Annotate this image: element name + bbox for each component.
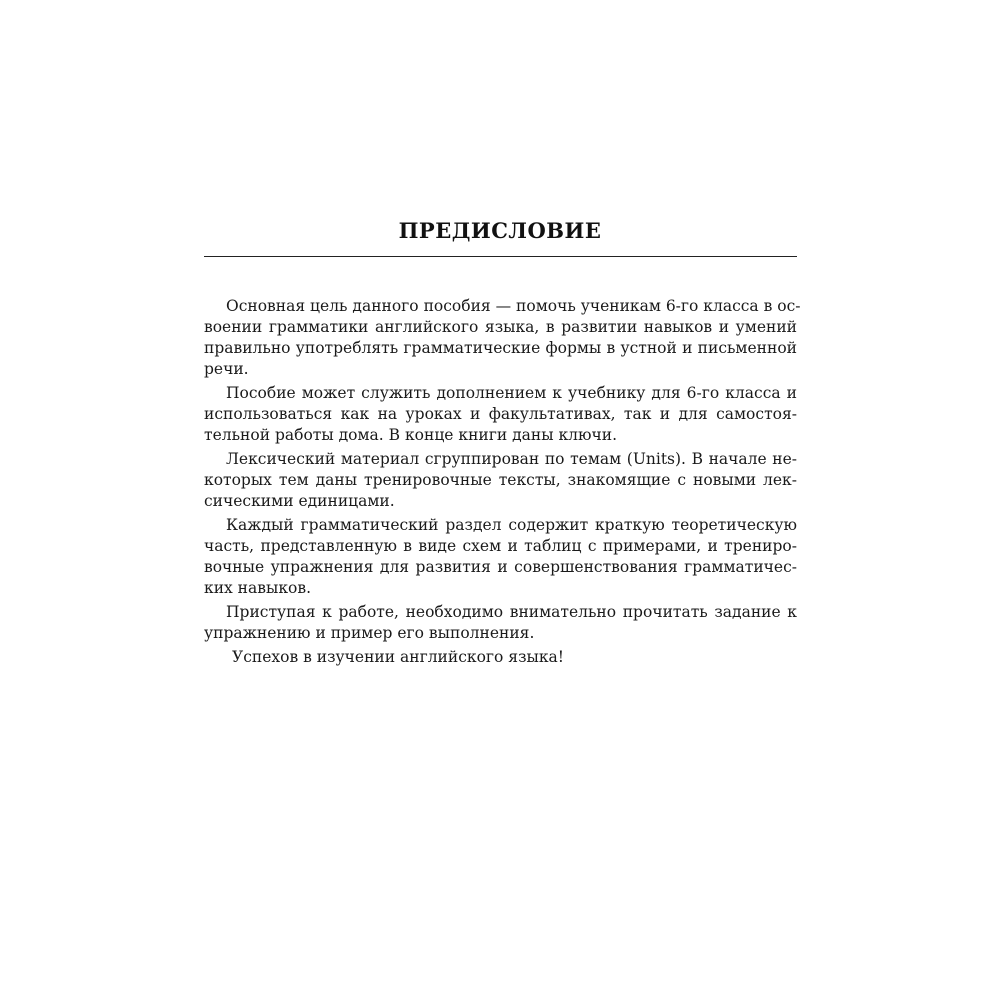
page-title: ПРЕДИСЛОВИЕ xyxy=(398,218,602,243)
text-line: упражнению и пример его выполнения. xyxy=(204,624,535,642)
text-line: Успехов в изучении английского языка! xyxy=(232,648,565,666)
text-line: Приступая к работе, необходимо внимательно прочитать задание к xyxy=(226,603,797,621)
text-line: Каждый грамматический раздел содержит краткую теоретическую xyxy=(226,516,797,534)
text-line: ких навыков. xyxy=(204,579,311,597)
text-line: Лексический материал сгруппирован по темам (Units). В начале не- xyxy=(226,450,797,468)
text-line: которых тем даны тренировочные тексты, знакомящие с новыми лек- xyxy=(204,471,797,489)
text-line: воении грамматики английского языка, в развитии навыков и умений xyxy=(204,318,797,336)
title-divider xyxy=(204,256,797,257)
text-line: тельной работы дома. В конце книги даны ключи. xyxy=(204,426,618,444)
text-line: вочные упражнения для развития и совершенствования грамматичес- xyxy=(204,558,797,576)
text-line: правильно употреблять грамматические формы в устной и письменной xyxy=(204,339,797,357)
text-line: часть, представленную в виде схем и таблиц с примерами, и трениро- xyxy=(204,537,797,555)
text-line: использоваться как на уроках и факультативах, так и для самостоя- xyxy=(204,405,797,423)
text-line: Основная цель данного пособия — помочь ученикам 6-го класса в ос- xyxy=(226,297,801,315)
text-line: речи. xyxy=(204,360,249,378)
text-line: сическими единицами. xyxy=(204,492,395,510)
text-line: Пособие может служить дополнением к учебнику для 6-го класса и xyxy=(226,384,797,402)
